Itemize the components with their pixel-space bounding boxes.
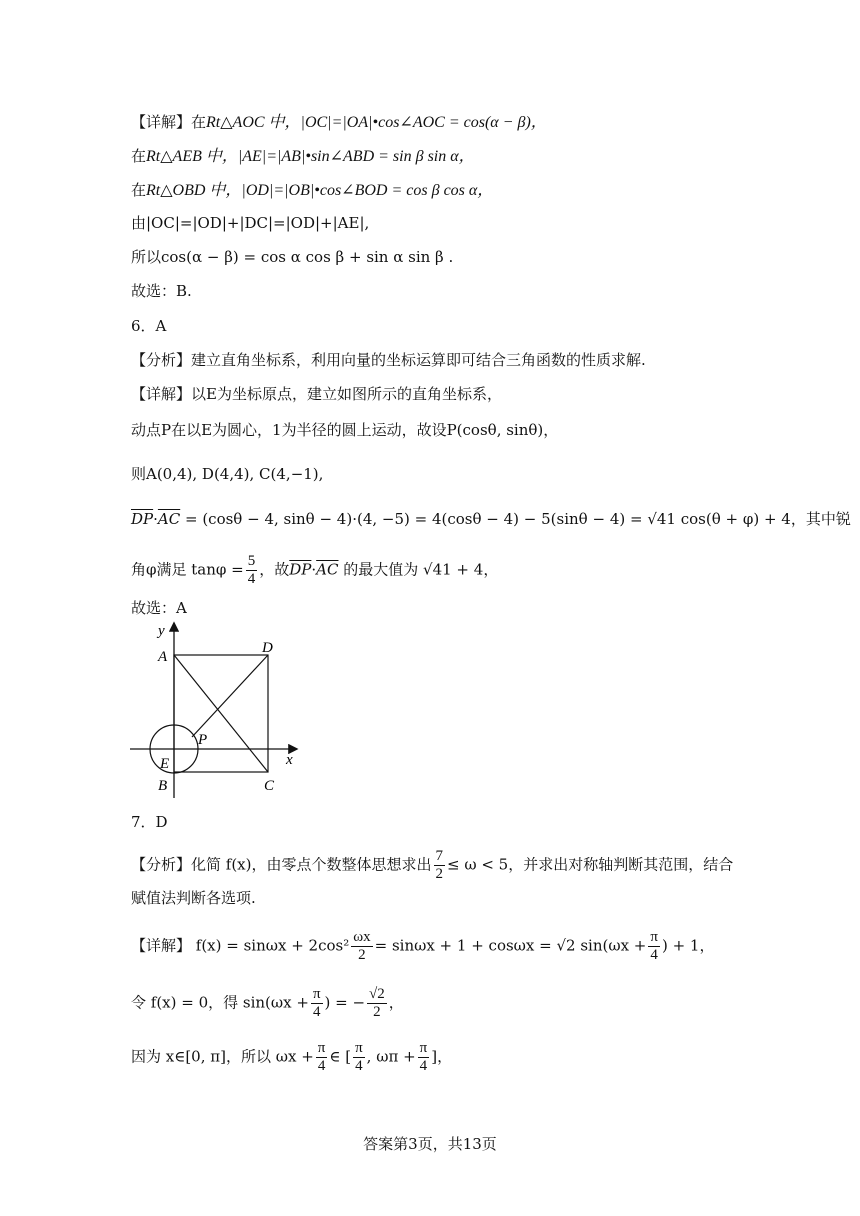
line-10 [131,420,558,440]
denominator: 4 [355,1058,363,1074]
line-9 [131,384,502,404]
text: 动点P在以E为圆心，1为半径的圆上运动，故设P(cosθ, sinθ)， [131,421,559,439]
text: ，故 [259,560,290,579]
line-12: $\overline{DP}\cdot\overline{AC} = (\cos\theta - 4$, sinθ − 4)·(4, −5) = 4(cosθ − 4) − 5(sinθ − 4) = √41 cos(θ + φ) + 4，其中锐 [131,510,851,528]
text: 【详解】以E为坐标原点，建立如图所示的直角坐标系， [131,385,502,403]
math: Rt△AEB 中，|AE|=|AB|•sin∠ABD = sin β sin α， [146,148,475,165]
vector: $\overline{AC}$ [157,510,181,528]
denominator: 2 [358,947,366,963]
line-7 [131,316,166,336]
text: 故选：B. [131,282,192,300]
text: 的最大值为 √41 + 4， [338,560,499,579]
numerator: 5 [247,553,256,569]
text: = (cosθ − 4, sinθ − 4)·(4, −5) = 4(cosθ − 4) − 5(sinθ − 4) = √41 cos(θ + φ) + 4，其中锐 [180,510,851,528]
label-x: x [286,752,293,768]
text: ]， [431,1047,453,1066]
fraction [311,986,323,1021]
text: 令 f(x) = 0，得 sin(ωx + [131,993,309,1012]
text: ， [388,993,404,1012]
text: ) = − [324,993,366,1012]
numerator: π [650,929,658,945]
fraction [434,848,446,883]
text: 则A(0,4), D(4,4), C(4,−1), [131,465,324,483]
label-p: P [198,732,208,748]
numerator: π [419,1040,428,1056]
label-y: y [158,623,165,639]
denominator: 2 [435,866,443,882]
fraction [246,553,258,588]
line-13: 角φ满足 tanφ = $\frac{5}{4}$ ，故$\overline{DP}\cdot\overline{AC}$ 的最大值为 √41 + 4， [131,553,499,587]
text: 在 [131,147,147,165]
denominator: 4 [317,1058,326,1074]
line-15 [131,812,168,832]
text: = sinωx + 1 + cosωx = √2 sin(ωx + [374,936,647,955]
label-e: E [160,756,170,772]
coordinate-figure [128,618,308,798]
math: Rt△OBD 中，|OD|=|OB|•cos∠BOD = cos β cos α， [146,182,494,199]
label-b: B [158,778,168,794]
denominator: 4 [247,571,256,587]
line-14 [131,598,187,618]
line-6 [131,281,192,301]
fraction [351,929,372,964]
fraction [648,929,660,964]
line-18 [131,929,714,964]
fraction [418,1040,430,1075]
math: Rt△AOC 中，|OC|=|OA|•cos∠AOC = cos(α − β)， [206,114,547,131]
text: 故选：A [131,599,187,617]
label-a: A [158,649,168,665]
denominator: 4 [650,947,658,963]
text: 【详解】 f(x) = sinωx + 2cos² [131,936,350,955]
line-1 [131,112,547,133]
vector: $\overline{DP}$ [131,510,154,528]
vector: $\overline{AC}$ [316,560,339,579]
numerator: π [317,1040,326,1056]
text: ∈ [ [329,1047,352,1066]
line-2 [131,146,475,167]
numerator: 7 [435,848,443,864]
numerator: √2 [369,986,385,1002]
fraction [316,1040,328,1075]
text: 6．A [131,317,167,335]
text: 【详解】在 [131,113,207,131]
line-8 [131,350,646,370]
line-17 [131,888,256,908]
text: 所以cos(α − β) = cos α cos β + sin α sin β . [131,248,454,266]
text: 【分析】化简 f(x)，由零点个数整体思想求出 [131,855,432,874]
denominator: 2 [373,1004,381,1020]
page-footer: 答案第3页，共13页 [363,1135,497,1153]
numerator: π [312,986,321,1002]
line-3 [131,180,493,201]
text: 由|OC|=|OD|+|DC|=|OD|+|AE|, [131,214,370,232]
vector: $\overline{DP}$ [289,560,312,579]
text: 7．D [131,813,168,831]
denominator: 4 [312,1004,321,1020]
line-5 [131,247,453,267]
text: 赋值法判断各选项. [131,889,256,907]
numerator: π [355,1040,363,1056]
text: 因为 x∈[0, π]，所以 ωx + [131,1047,314,1066]
label-d: D [262,640,273,656]
label-c: C [264,778,275,794]
line-20 [131,1040,452,1075]
fraction [367,986,387,1021]
denominator: 4 [419,1058,428,1074]
text: 【分析】建立直角坐标系，利用向量的坐标运算即可结合三角函数的性质求解. [131,351,646,369]
line-4 [131,213,369,233]
text: ≤ ω < 5，并求出对称轴判断其范围，结合 [447,855,734,874]
line-19 [131,986,404,1021]
text: 角φ满足 tanφ = [131,560,244,579]
line-16 [131,848,733,883]
fraction [353,1040,365,1075]
text: , ωπ + [366,1047,416,1066]
line-11 [131,464,323,484]
numerator: ωx [353,929,371,945]
text: 在 [131,181,147,199]
text: ) + 1， [661,936,715,955]
diagonal-ac [174,655,268,772]
